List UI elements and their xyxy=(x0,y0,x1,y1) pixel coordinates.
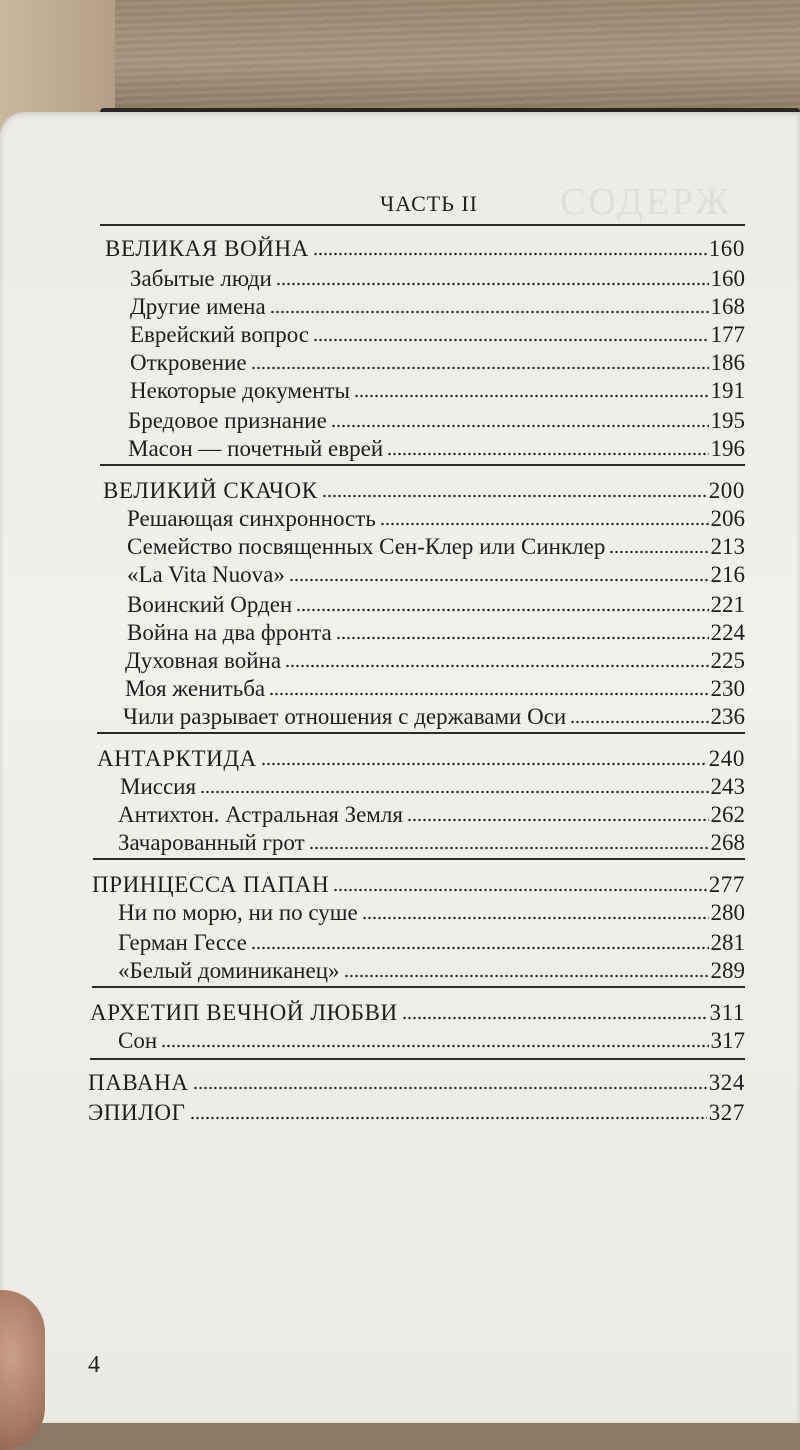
toc-entry-page: 200 xyxy=(708,478,745,503)
toc-entry-title: ВЕЛИКИЙ СКАЧОК xyxy=(103,478,318,503)
toc-entry-title: ПРИНЦЕССА ПАПАН xyxy=(92,872,330,897)
dot-leader xyxy=(313,338,709,342)
toc-entry-page: 221 xyxy=(710,592,745,617)
page-number: 4 xyxy=(88,1352,100,1378)
toc-entry-title: Сон xyxy=(118,1028,158,1053)
dot-leader xyxy=(331,424,709,428)
toc-entry-page: 225 xyxy=(710,648,745,673)
toc-entry-title: ВЕЛИКАЯ ВОЙНА xyxy=(105,236,309,261)
toc-entry-page: 160 xyxy=(708,236,745,261)
toc-entry-title: Моя женитьба xyxy=(125,676,266,701)
toc-entry-page: 206 xyxy=(710,506,745,531)
chapter-separator-line xyxy=(92,986,745,988)
toc-entry-title: ПАВАНА xyxy=(88,1070,189,1095)
toc-entry-title: Некоторые документы xyxy=(130,378,351,403)
dot-leader xyxy=(309,846,709,850)
dot-leader xyxy=(269,692,708,696)
dot-leader xyxy=(251,366,709,370)
toc-entry-title: «La Vita Nuova» xyxy=(127,562,285,587)
toc-entry-page: 186 xyxy=(710,350,745,375)
toc-entry-title: Решающая синхронность xyxy=(127,506,376,531)
dot-leader xyxy=(609,550,708,554)
dot-leader xyxy=(276,282,709,286)
toc-entry-title: Еврейский вопрос xyxy=(130,322,309,347)
toc-chapter-row xyxy=(88,1100,745,1132)
dot-leader xyxy=(336,636,709,640)
chapter-separator-line xyxy=(90,1058,745,1060)
toc-entry-page: 240 xyxy=(708,746,745,771)
toc-entry-title: Откровение xyxy=(130,350,247,375)
toc-entry-title: Ни по морю, ни по суше xyxy=(118,900,358,925)
dot-leader xyxy=(251,946,709,950)
dot-leader xyxy=(402,1016,708,1020)
toc-entry-page: 160 xyxy=(710,266,745,291)
dot-leader xyxy=(296,608,708,612)
toc-entry-page: 277 xyxy=(708,872,745,897)
toc-section-row xyxy=(118,1028,745,1060)
toc-entry-title: Забытые люди xyxy=(130,266,272,291)
toc-entry-page: 236 xyxy=(710,704,745,729)
toc-entry-page: 327 xyxy=(708,1100,745,1125)
dot-leader xyxy=(313,252,707,256)
toc-entry-page: 281 xyxy=(710,930,745,955)
dot-leader xyxy=(193,1086,707,1090)
dot-leader xyxy=(289,578,709,582)
dot-leader xyxy=(354,394,708,398)
chapter-separator-line xyxy=(100,464,745,466)
dot-leader xyxy=(380,522,709,526)
toc-entry-page: 262 xyxy=(710,802,745,827)
toc-section-row xyxy=(130,378,745,410)
toc-entry-page: 195 xyxy=(710,408,745,433)
dot-leader xyxy=(387,452,708,456)
toc-entry-page: 280 xyxy=(710,900,745,925)
toc-section-row xyxy=(127,562,745,594)
toc-entry-page: 168 xyxy=(710,294,745,319)
toc-entry-title: Масон — почетный еврей xyxy=(128,436,384,461)
header-rule xyxy=(100,224,745,226)
toc-entry-page: 243 xyxy=(710,774,745,799)
toc-entry-title: Герман Гессе xyxy=(118,930,247,955)
toc-section-row xyxy=(118,900,745,932)
toc-entry-title: «Белый доминиканец» xyxy=(118,958,340,983)
toc-entry-title: Другие имена xyxy=(130,294,266,319)
dot-leader xyxy=(570,720,708,724)
dot-leader xyxy=(161,1044,708,1048)
toc-entry-page: 317 xyxy=(710,1028,745,1053)
toc-entry-title: Война на два фронта xyxy=(127,620,332,645)
toc-entry-page: 191 xyxy=(710,378,745,403)
toc-entry-page: 177 xyxy=(710,322,745,347)
dot-leader xyxy=(333,888,706,892)
dot-leader xyxy=(407,818,709,822)
show-through-text: СОДЕРЖ xyxy=(560,181,732,223)
toc-entry-title: Миссия xyxy=(120,774,197,799)
toc-entry-title: Антихтон. Астральная Земля xyxy=(118,802,403,827)
toc-entry-title: Чили разрывает отношения с державами Оси xyxy=(123,704,567,729)
dot-leader xyxy=(362,916,709,920)
toc-entry-page: 224 xyxy=(710,620,745,645)
chapter-separator-line xyxy=(97,732,745,734)
toc-chapter-row xyxy=(105,236,745,268)
toc-entry-title: Зачарованный грот xyxy=(118,830,305,855)
toc-entry-title: Семейство посвященных Сен-Клер или Синклер xyxy=(127,534,606,559)
toc-entry-title: Воинский Орден xyxy=(127,592,293,617)
dot-leader xyxy=(261,762,707,766)
toc-entry-page: 196 xyxy=(710,436,745,461)
toc-entry-title: Духовная война xyxy=(125,648,282,673)
toc-entry-title: Бредовое признание xyxy=(128,408,327,433)
toc-entry-page: 311 xyxy=(709,1000,745,1025)
toc-entry-title: АРХЕТИП ВЕЧНОЙ ЛЮБВИ xyxy=(90,1000,398,1025)
toc-entry-page: 230 xyxy=(710,676,745,701)
toc-entry-page: 268 xyxy=(710,830,745,855)
dot-leader xyxy=(344,974,709,978)
toc-entry-page: 213 xyxy=(710,534,745,559)
dot-leader xyxy=(322,494,707,498)
dot-leader xyxy=(190,1116,707,1120)
dot-leader xyxy=(285,664,708,668)
toc-entry-page: 289 xyxy=(710,958,745,983)
toc-chapter-row xyxy=(88,1070,745,1102)
part-header: ЧАСТЬ II xyxy=(380,191,478,216)
toc-entry-page: 324 xyxy=(708,1070,745,1095)
toc-entry-page: 216 xyxy=(710,562,745,587)
holding-finger xyxy=(0,1290,45,1450)
dot-leader xyxy=(200,790,708,794)
chapter-separator-line xyxy=(93,858,745,860)
toc-entry-title: ЭПИЛОГ xyxy=(88,1100,186,1125)
toc-entry-title: АНТАРКТИДА xyxy=(97,746,257,771)
dot-leader xyxy=(270,310,709,314)
